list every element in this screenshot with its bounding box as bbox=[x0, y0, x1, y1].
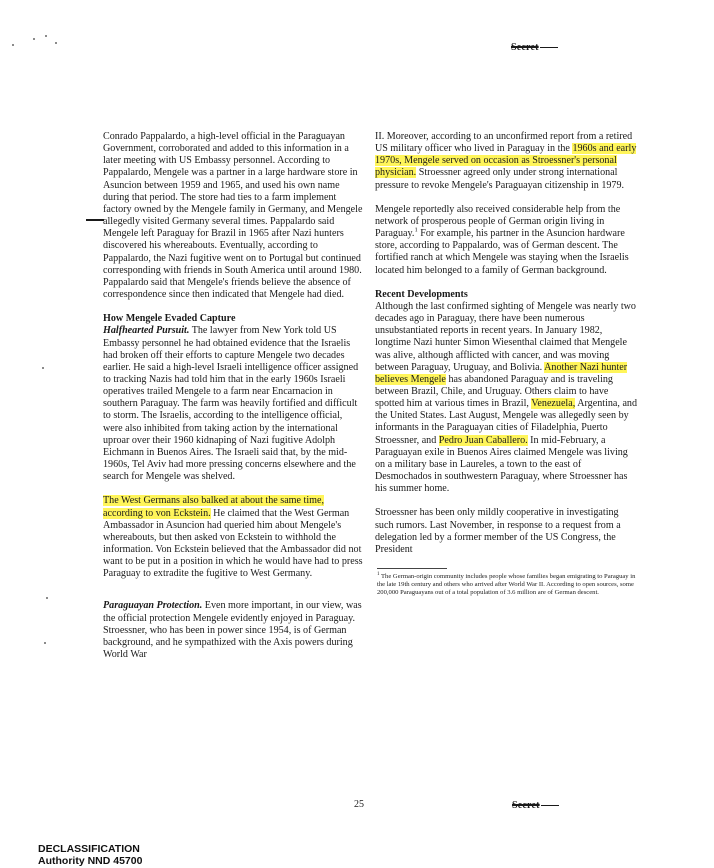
scan-speck bbox=[12, 44, 14, 46]
paragraph-text: II. Moreover, according to an unconfirmed report from a retired US military officer who lived in Paraguay in the bbox=[375, 131, 633, 155]
paragraph-text: Argentina, and the United States. Last August, Mengele was allegedly seen by informants in the Paraguayan cities of Filadelphia, Puerto Stroessner, and bbox=[375, 398, 638, 446]
scan-speck bbox=[45, 35, 47, 37]
paragraph: Stroessner has been only mildly cooperative in investigating such rumors. Last November, in response to a request from a delegation led by a former member of the US Congress, the President bbox=[375, 507, 621, 555]
paragraph-text: The lawyer from New York told US Embassy personnel he had obtained evidence that the Israelis had broken off their efforts to capture Mengele two decades earlier. He said a high-level Israeli intelligence officer assigned to tracking Nazis had told him that in the early 1960s Israeli operatives trailed Mengele to a farm near Encarnacion in southern Paraguay. The farm was heavily fortified and difficult to storm. The Israelis, according to the intelligence official, were also inhibited from taking action by the international uproar over their 1960 kidnaping of Nazi fugitive Adolph Eichmann in Buenos Aires. The Israeli said that, by the mid-1960s, Tel Aviv had more pressing concerns elsewhere and the search for Mengele was shelved. bbox=[103, 325, 359, 483]
paragraph-text: Even more important, in our view, was the official protection Mengele evidently enjoyed in Paraguay. Stroessner, who has been in power since 1954, is of German background, and he sympathized with the Axis powers during World War bbox=[103, 600, 362, 661]
paragraph-text: has abandoned Paraguay and is traveling between Brazil, Chile, and Uruguay. Others claim to have spotted him at various times in Brazil, bbox=[375, 373, 613, 410]
left-column bbox=[103, 131, 363, 673]
paragraph-text: In mid-February, a Paraguayan exile in Buenos Aires claimed Mengele was living on a military base in Laureles, a town to the east of Desmochados in southwestern Paraguay, where Stroessner has his summer home. bbox=[375, 434, 628, 495]
footnote-rule bbox=[377, 568, 447, 569]
right-column bbox=[375, 131, 637, 597]
margin-mark bbox=[86, 219, 104, 221]
paragraph-text: Although the last confirmed sighting of Mengele was nearly two decades ago in Paraguay, there have been numerous unsubstantiated reports in recent years. In January 1982, longtime Nazi hunter Simon Wiesenthal claimed that Mengele was alive, although afflicted with cancer, and was moving between Paraguay, Uruguay, and Bolivia. bbox=[375, 300, 636, 373]
classification-marking-bottom: Secret bbox=[512, 800, 559, 811]
paragraph bbox=[103, 495, 363, 580]
paragraph bbox=[375, 204, 637, 277]
run-in-heading: Halfhearted Pursuit. bbox=[103, 325, 190, 337]
footnote-text: The German-origin community includes people whose families began emigrating to Paraguay in the late 19th century and others who arrived after World War II. According to open sources, some 200,000 Paraguayans out of a total population of 3.6 million are of German descent. bbox=[377, 573, 636, 597]
highlighted-text: The West Germans also balked at about the same time, according to von Eckstein. bbox=[103, 495, 324, 519]
paragraph-text: He claimed that the West German Ambassador in Asuncion had queried him about Mengele's whereabouts, but then asked von Eckstein to withhold the information. Von Eckstein believed that the Ambassador did not want to be put in a position in which he would have had to press Paraguay to extradite the fugitive to West Germany. bbox=[103, 507, 363, 580]
paragraph-text: Stroessner agreed only under strong international pressure to revoke Mengele's Paraguayan citizenship in 1979. bbox=[375, 167, 625, 191]
declassification-authority: Authority NND 45700 bbox=[38, 855, 143, 867]
highlighted-text: Another Nazi hunter believes Mengele bbox=[375, 361, 628, 385]
paragraph bbox=[103, 325, 363, 483]
scan-speck bbox=[44, 642, 46, 644]
declassification-title: DECLASSIFICATION bbox=[38, 843, 140, 855]
highlighted-text: Venezuela, bbox=[531, 398, 576, 410]
run-in-heading: Paraguayan Protection. bbox=[103, 600, 203, 612]
page-number: 25 bbox=[354, 799, 364, 810]
section-heading: Recent Developments bbox=[375, 288, 468, 300]
highlighted-text: 1960s and early 1970s, Mengele served on occasion as Stroessner's personal physician. bbox=[375, 143, 637, 179]
footnote-marker: 1 bbox=[377, 571, 380, 577]
paragraph bbox=[375, 131, 637, 192]
footnote bbox=[375, 568, 637, 597]
declassification-stamp bbox=[38, 843, 142, 867]
classification-marking-top: Secret bbox=[511, 42, 558, 53]
paragraph: Conrado Pappalardo, a high-level official in the Paraguayan Government, corroborated and added to this information in a later meeting with US Embassy personnel. According to Pappalardo, Mengele was a partner in a large hardware store in Asuncion between 1959 and 1965, and used his own name during that period. The store had ties to a farm implement factory owned by the Mengele family in Germany, and Mengele allegedly visited Germany several times. Pappalardo said Mengele left Paraguay for Brazil in 1965 after Nazi hunters discovered his whereabouts. Eventually, according to Pappalardo, the Nazi fugitive went on to Portugal but continued corresponding with friends in South America until around 1980. Pappalardo said that Mengele's friends believe the absence of correspondence since then indicated that Mengele had died. bbox=[103, 131, 363, 301]
paragraph bbox=[103, 600, 363, 661]
footnote-reference: 1 bbox=[414, 226, 418, 234]
section-heading: How Mengele Evaded Capture bbox=[103, 313, 236, 325]
paragraph-text: Mengele reportedly also received considerable help from the network of prosperous people of German origin living in Paraguay. bbox=[375, 203, 621, 240]
scan-speck bbox=[46, 597, 48, 599]
scan-speck bbox=[42, 367, 44, 369]
scan-speck bbox=[33, 38, 35, 40]
paragraph-text: For example, his partner in the Asuncion hardware store, according to Pappalardo, was of German descent. The fortified ranch at which Mengele was staying when the Israelis located him belonged to a family of German background. bbox=[375, 228, 629, 276]
scan-speck bbox=[55, 42, 57, 44]
paragraph bbox=[375, 301, 637, 496]
highlighted-text: Pedro Juan Caballero. bbox=[438, 434, 528, 446]
